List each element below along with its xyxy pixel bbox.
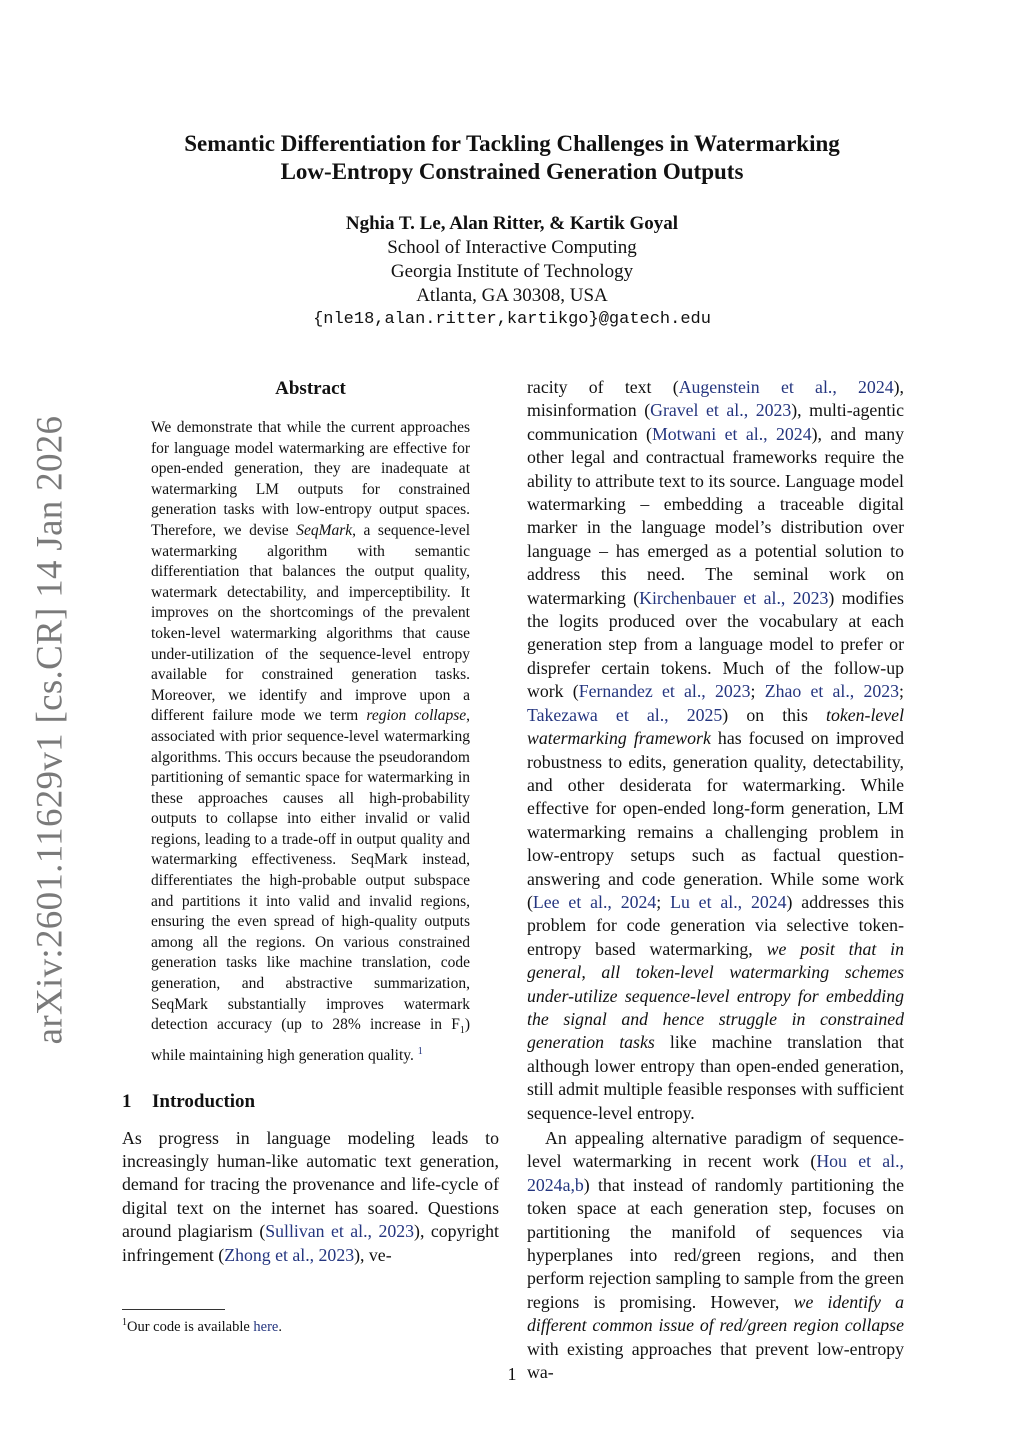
affiliation-institute: Georgia Institute of Technology — [390, 261, 634, 282]
intro-paragraph-left — [122, 1127, 499, 1267]
citation-link[interactable]: Gravel et al., 2023 — [650, 400, 792, 421]
title-line-1: Semantic Differentiation for Tackling Challenges in Watermarking — [184, 131, 840, 156]
intro-text: ; — [656, 891, 671, 912]
intro-text: ), and many other legal and contractual frameworks require the ability to attribute text to its source. Language model watermarking – embedding a traceable digital marker in the language model’s distribution over language – has emerged as a potential solution to address this need. The seminal work on watermarking ( — [527, 423, 904, 608]
abstract-seqmark: SeqMark — [296, 521, 353, 539]
right-column — [527, 376, 904, 1384]
intro-text: ) addresses this problem for code generation via selective token-entropy based watermarking, — [527, 891, 904, 959]
left-column — [122, 376, 499, 1267]
intro-text: ), misinformation ( — [527, 377, 904, 421]
intro-text: like machine translation that although lower entropy than open-ended generation, still admit multiple feasible responses with sufficient sequence-level entropy. — [527, 1032, 904, 1123]
abstract-text — [122, 418, 499, 1067]
author-block — [120, 212, 904, 332]
f1-subscript: 1 — [459, 1025, 465, 1037]
arxiv-identifier: arXiv:2601.11629v1 [cs.CR] 14 Jan 2026 — [29, 415, 71, 1045]
citation-link[interactable]: Motwani et al., 2024 — [651, 423, 812, 444]
author-names: Nghia T. Le, Alan Ritter, & Kartik Goyal — [345, 213, 679, 234]
citation-link[interactable]: Zhong et al., 2023 — [224, 1244, 355, 1265]
intro-text: ), copyright infringement ( — [122, 1221, 499, 1265]
intro-text: ) modifies the logits produced over the vocabulary at each generation step from a language model to prefer or disprefer certain tokens. Much of the follow-up work ( — [527, 587, 904, 702]
abstract-part-2: , a sequence-level watermarking algorithm with semantic differentiation that balances the output quality, watermark detectability, and imperceptibility. It improves on the shortcomings of the prevalent token-level watermarking algorithms that cause under-utilization of the sequence-level entropy available for constrained generation tasks. Moreover, we identify and improve upon a different failure mode we term — [151, 521, 471, 725]
abstract-part-1: We demonstrate that while the current approaches for language model watermarking are effective for open-ended generation, they are inadequate at watermarking LM outputs for constrained generation tasks with low-entropy output spaces. Therefore, we devise — [151, 419, 470, 539]
citation-link[interactable]: Lu et al., 2024 — [670, 891, 787, 912]
footnote-text: Our code is available — [127, 1318, 254, 1335]
footnote-end: . — [278, 1318, 282, 1335]
abstract-part-4: ) while maintaining high generation quality. — [151, 1016, 470, 1065]
page-number: 1 — [507, 1364, 517, 1384]
intro-text: ), multi-agentic communication ( — [527, 400, 904, 444]
footnote-marker-link[interactable]: 1 — [417, 1045, 423, 1057]
emphasis-text: we posit that in general, all token-level watermarking schemes under-utilize sequence-level entropy for embedding the signal and hence struggle in constrained generation tasks — [527, 938, 904, 1053]
intro-text: ; — [899, 681, 904, 702]
footnote-divider — [122, 1309, 225, 1310]
citation-link[interactable]: Hou et al., 2024a,b — [527, 1151, 905, 1195]
citation-link[interactable]: Augenstein et al., 2024 — [678, 377, 894, 397]
section-heading-introduction — [122, 1091, 499, 1113]
footnote — [122, 1314, 499, 1336]
citation-link[interactable]: Fernandez et al., 2023 — [578, 681, 751, 702]
footnote-mark: 1 — [122, 1317, 127, 1328]
intro-text: ; — [750, 681, 765, 702]
affiliation-address: Atlanta, GA 30308, USA — [416, 285, 608, 306]
affiliation-school: School of Interactive Computing — [387, 237, 637, 258]
paper-title — [120, 130, 904, 186]
citation-link[interactable]: Takezawa et al., 2025 — [527, 704, 723, 725]
intro-paragraph-right — [527, 376, 904, 1125]
citation-link[interactable]: Zhao et al., 2023 — [764, 681, 900, 702]
intro-text: ), ve- — [354, 1244, 392, 1265]
intro-text: ) on this — [722, 704, 827, 725]
intro-text: ) that instead of randomly partitioning the token space at each generation step, focuses on partitioning the manifold of sequences via hyperplanes into red/green regions, and then perform rejection sampling to sample from the green regions is promising. However, — [527, 1174, 904, 1312]
intro-paragraph-2 — [527, 1127, 904, 1384]
emphasis-text: we identify a different common issue of red/green region collapse — [527, 1291, 904, 1336]
citation-link[interactable]: Sullivan et al., 2023 — [265, 1221, 415, 1242]
code-link[interactable]: here — [253, 1318, 279, 1335]
intro-text: As progress in language modeling leads to increasingly human-like automatic text generation, demand for tracing the provenance and life-cycle of digital text on the internet has soared. Questions around plagiarism ( — [122, 1127, 499, 1242]
arxiv-sidebar — [26, 415, 74, 1045]
section-title: Introduction — [152, 1090, 256, 1112]
intro-text: An appealing alternative paradigm of sequence-level watermarking in recent work ( — [527, 1128, 904, 1172]
emphasis-text: token-level watermarking framework — [527, 704, 905, 749]
abstract-part-3: , associated with prior sequence-level watermarking algorithms. This occurs because the pseudorandom partitioning of semantic space for watermarking in these approaches causes all high-probability outputs to collapse into either invalid or valid regions, leading to a trade-off in output quality and watermarking effectiveness. SeqMark instead, differentiates the high-probable output subspace and partitions it into valid and invalid regions, ensuring the even spread of high-quality outputs among all the regions. On various constrained generation tasks like machine translation, code generation, and abstractive summarization, SeqMark substantially improves watermark detection accuracy (up to 28% increase in F — [151, 707, 471, 1034]
abstract-region-collapse: region collapse — [366, 707, 467, 725]
section-number: 1 — [122, 1090, 132, 1112]
citation-link[interactable]: Lee et al., 2024 — [532, 891, 657, 912]
intro-text: has focused on improved robustness to edits, generation quality, detectability, and other desiderata for watermarking. While effective for open-ended long-form generation, LM watermarking remains a challenging problem in low-entropy setups such as factual question-answering and code generation. While some work ( — [527, 728, 904, 912]
intro-text: with existing approaches that prevent low-entropy wa- — [527, 1338, 904, 1383]
intro-text: racity of text ( — [527, 377, 679, 397]
citation-link[interactable]: Kirchenbauer et al., 2023 — [639, 587, 829, 608]
title-line-2: Low-Entropy Constrained Generation Outputs — [280, 159, 744, 184]
abstract-heading: Abstract — [275, 378, 346, 399]
author-emails: {nle18,alan.ritter,kartikgo}@gatech.edu — [313, 310, 711, 329]
